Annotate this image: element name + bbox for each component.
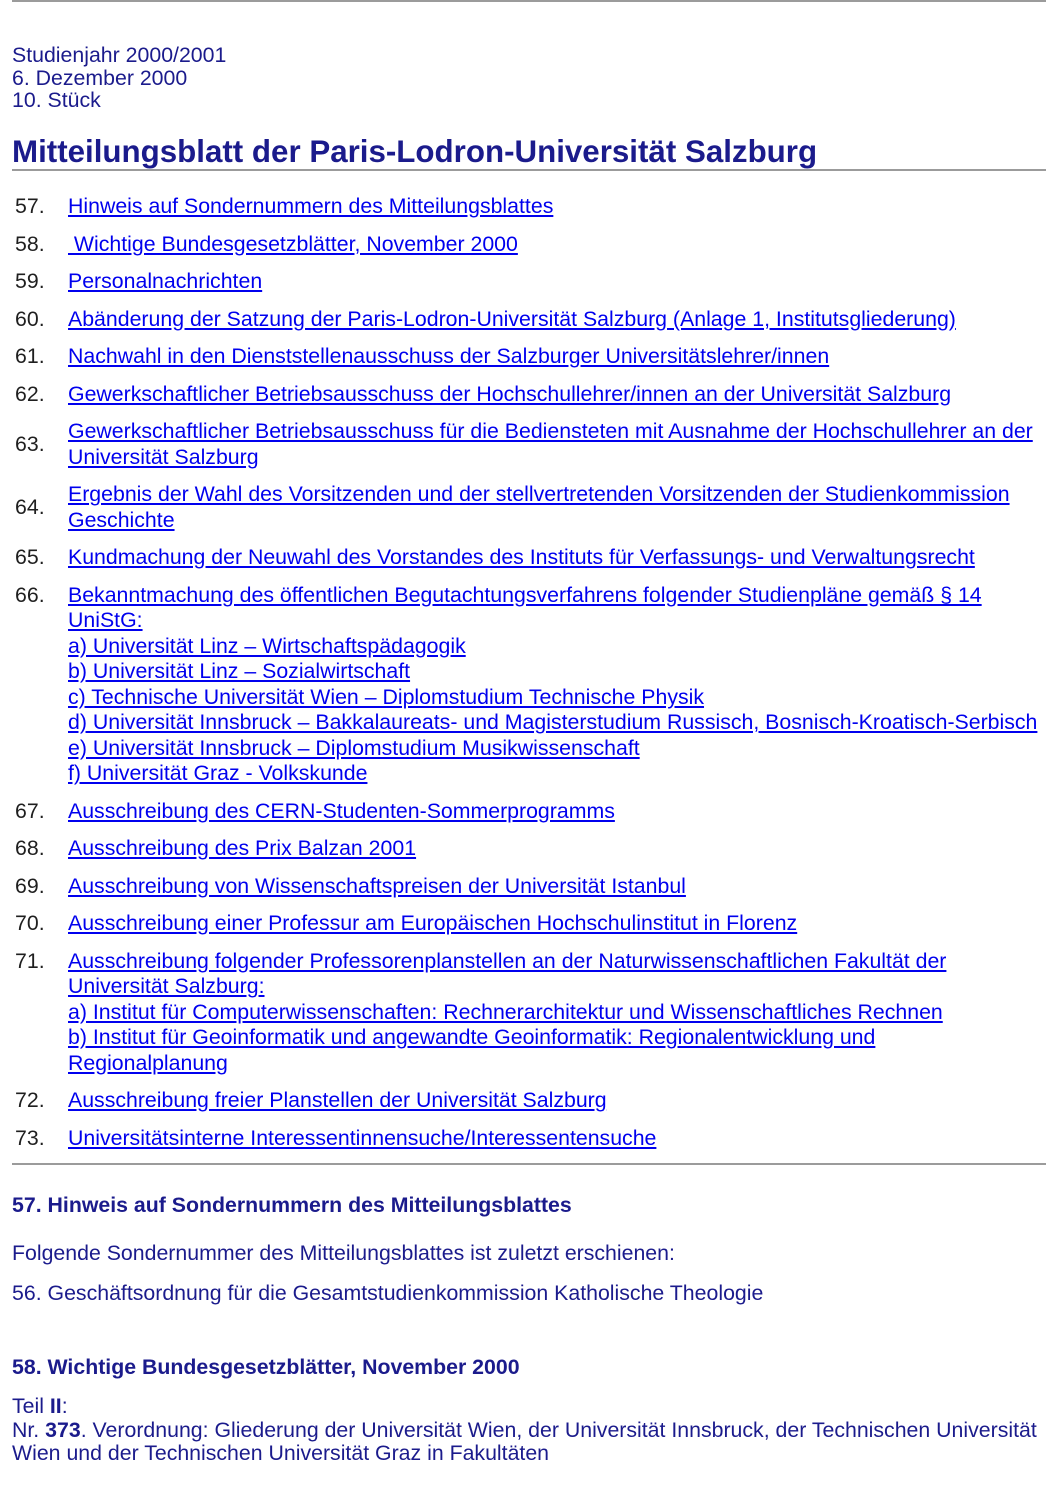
teil-number: II — [49, 1394, 62, 1419]
toc-item-links — [68, 1126, 1040, 1152]
toc-item-links — [68, 419, 1040, 470]
toc-item-links — [68, 874, 1040, 900]
toc-item-number: 63. — [15, 431, 45, 456]
toc-item-number: 62. — [15, 381, 45, 406]
toc-item — [15, 799, 1046, 825]
toc-item-links — [68, 583, 1040, 787]
toc-item-number: 73. — [15, 1125, 45, 1150]
toc-link[interactable]: e) Universität Innsbruck – Diplomstudium Musikwissenschaft — [68, 735, 640, 760]
toc-item-number: 66. — [15, 582, 45, 607]
toc-item-links — [68, 799, 1040, 825]
section-57-heading: 57. Hinweis auf Sondernummern des Mitteilungsblattes — [12, 1193, 572, 1218]
toc-item-links — [68, 194, 1040, 220]
title-rule — [12, 169, 1046, 171]
page-title: Mitteilungsblatt der Paris-Lodron-Universität Salzburg — [12, 133, 818, 169]
toc-link[interactable]: b) Universität Linz – Sozialwirtschaft — [68, 659, 411, 684]
toc-item — [15, 269, 1046, 295]
toc-link[interactable]: a) Institut für Computerwissenschaften: Rechnerarchitektur und Wissenschaftliches Rechnen — [68, 999, 943, 1024]
toc-link[interactable]: f) Universität Graz - Volkskunde — [68, 761, 368, 786]
toc-item-number: 71. — [15, 948, 45, 973]
toc-item-number: 57. — [15, 194, 45, 219]
section-57-paragraph: Folgende Sondernummer des Mitteilungsblattes ist zuletzt erschienen: — [12, 1240, 675, 1265]
section-58-paragraph — [12, 1395, 1046, 1466]
toc-item-number: 70. — [15, 911, 45, 936]
section-rule — [12, 1163, 1046, 1165]
toc-link[interactable]: Abänderung der Satzung der Paris-Lodron-Universität Salzburg (Anlage 1, Institutsgliederung) — [68, 306, 956, 331]
toc-link[interactable]: a) Universität Linz – Wirtschaftspädagogik — [68, 633, 466, 658]
toc-item-number: 68. — [15, 836, 45, 861]
toc-item-number: 61. — [15, 344, 45, 369]
toc-link[interactable]: Bekanntmachung des öffentlichen Begutachtungsverfahrens folgender Studienpläne gemäß § 14 UniStG: — [68, 582, 982, 633]
toc-item — [15, 307, 1046, 333]
toc-item-links — [68, 545, 1040, 571]
toc-item-links — [68, 307, 1040, 333]
masthead — [12, 44, 1046, 112]
toc-link[interactable]: Ausschreibung einer Professur am Europäischen Hochschulinstitut in Florenz — [68, 911, 798, 936]
toc-item — [15, 1088, 1046, 1114]
toc-link[interactable]: Nachwahl in den Dienststellenausschuss der Salzburger Universitätslehrer/innen — [68, 344, 830, 369]
toc-link[interactable]: Ausschreibung von Wissenschaftspreisen der Universität Istanbul — [68, 873, 686, 898]
toc-link[interactable]: Hinweis auf Sondernummern des Mitteilungsblattes — [68, 194, 554, 219]
toc-item — [15, 836, 1046, 862]
toc-item-links — [68, 232, 1040, 258]
nr-number: 373 — [45, 1417, 81, 1442]
toc-item — [15, 344, 1046, 370]
toc-link[interactable]: Ausschreibung folgender Professorenplanstellen an der Naturwissenschaftlichen Fakultät der Universität Salzburg: — [68, 948, 947, 999]
toc-item — [15, 949, 1046, 1077]
toc-item-number: 67. — [15, 798, 45, 823]
toc-item-number: 64. — [15, 494, 45, 519]
toc-link[interactable]: Universitätsinterne Interessentinnensuche/Interessentensuche — [68, 1125, 657, 1150]
toc-item-links — [68, 836, 1040, 862]
toc-item-number: 59. — [15, 269, 45, 294]
masthead-issue-number: 10. Stück — [12, 88, 101, 113]
toc-link[interactable]: Gewerkschaftlicher Betriebsausschuss der Hochschullehrer/innen an der Universität Salzburg — [68, 381, 952, 406]
toc-link[interactable]: Gewerkschaftlicher Betriebsausschuss für die Bediensteten mit Ausnahme der Hochschullehrer an der Universität Salzburg — [68, 419, 1033, 469]
toc-link[interactable]: Personalnachrichten — [68, 269, 263, 294]
toc-link[interactable]: Ergebnis der Wahl des Vorsitzenden und der stellvertretenden Vorsitzenden der Studienkommission Geschichte — [68, 482, 1010, 532]
toc-item — [15, 545, 1046, 571]
toc-item — [15, 194, 1046, 220]
toc-link[interactable]: Kundmachung der Neuwahl des Vorstandes des Instituts für Verfassungs- und Verwaltungsrecht — [68, 545, 975, 570]
section-58-heading: 58. Wichtige Bundesgesetzblätter, November 2000 — [12, 1354, 520, 1379]
masthead-date: 6. Dezember 2000 — [12, 65, 188, 90]
toc-link[interactable]: b) Institut für Geoinformatik und angewandte Geoinformatik: Regionalentwicklung und Regionalplanung — [68, 1025, 876, 1075]
toc-item-links — [68, 911, 1040, 937]
top-rule — [12, 0, 1046, 2]
toc-item-links — [68, 482, 1040, 533]
nr-text: . Verordnung: Gliederung der Universität Wien, der Universität Innsbruck, der Technischen Universität Wien und der Technischen Universität Graz in Fakultäten — [12, 1417, 1037, 1466]
toc-item — [15, 482, 1046, 533]
section-57 — [12, 1193, 1046, 1305]
toc-item — [15, 382, 1046, 408]
toc-link[interactable]: Wichtige Bundesgesetzblätter, November 2000 — [68, 231, 518, 256]
toc-item — [15, 1126, 1046, 1152]
toc-item — [15, 583, 1046, 787]
toc-link[interactable]: c) Technische Universität Wien – Diplomstudium Technische Physik — [68, 684, 705, 709]
section-58 — [12, 1355, 1046, 1466]
toc-item-number: 69. — [15, 873, 45, 898]
nr-prefix: Nr. — [12, 1417, 46, 1442]
toc-item-number: 65. — [15, 545, 45, 570]
teil-prefix: Teil — [12, 1394, 50, 1419]
toc-link[interactable]: d) Universität Innsbruck – Bakkalaureats- und Magisterstudium Russisch, Bosnisch-Kroatisch-Serbisch — [68, 710, 1038, 735]
section-57-item: 56. Geschäftsordnung für die Gesamtstudienkommission Katholische Theologie — [12, 1281, 764, 1306]
toc-item-links — [68, 382, 1040, 408]
table-of-contents — [12, 194, 1046, 1151]
toc-item-number: 60. — [15, 306, 45, 331]
toc-item-number: 72. — [15, 1088, 45, 1113]
toc-item — [15, 232, 1046, 258]
toc-item-links — [68, 1088, 1040, 1114]
toc-item — [15, 911, 1046, 937]
masthead-study-year: Studienjahr 2000/2001 — [12, 43, 227, 67]
toc-link[interactable]: Ausschreibung des Prix Balzan 2001 — [68, 836, 417, 861]
teil-suffix: : — [61, 1394, 68, 1419]
toc-item-links — [68, 269, 1040, 295]
toc-item-links — [68, 949, 1040, 1077]
toc-link[interactable]: Ausschreibung freier Planstellen der Universität Salzburg — [68, 1088, 607, 1113]
toc-item-links — [68, 344, 1040, 370]
toc-link[interactable]: Ausschreibung des CERN-Studenten-Sommerprogramms — [68, 798, 615, 823]
toc-item-number: 58. — [15, 231, 45, 256]
toc-item — [15, 419, 1046, 470]
toc-item — [15, 874, 1046, 900]
